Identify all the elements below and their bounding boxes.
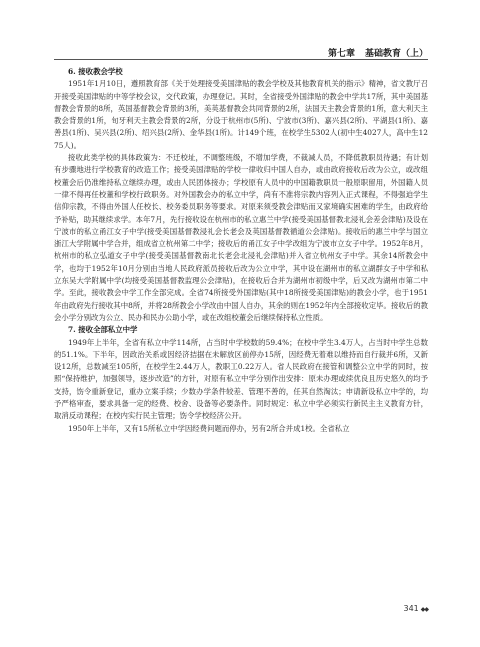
header-rule — [54, 59, 428, 60]
page-ornament: ◆◆ — [420, 606, 428, 613]
paragraph: 1950年上半年，又有15所私立中学因经费问题而停办，另有2所合并成1校。全省私立 — [68, 423, 350, 433]
page-number-text: 341 — [403, 604, 419, 613]
chapter-number: 第七章 — [327, 49, 355, 59]
chapter-title: 基础教育（上） — [364, 49, 428, 59]
page-number — [403, 604, 428, 613]
running-header — [328, 46, 428, 59]
page-body — [54, 66, 428, 435]
section-heading-receive-private-schools: 7. 接收全部私立中学 — [68, 325, 138, 335]
section-heading-receive-church-schools: 6. 接收教会学校 — [68, 67, 123, 76]
paragraph: 接收此类学校的具体政策为：不迁校址，不调整班级，不增加学费，不裁减人员，不降低教职员待遇；有计划有步骤地进行学校教育的改造工作；接受美国津贴的学校一律收归中国人自办，或由政府接收后改为公立，或改组校董会后仍准维持私立继续办理，或由人民团体接办；学校原有人员中的中国籍教职员一般原职留用，外国籍人员一律不得再任校董和学校行政职务。对外国教会办的私立中学，尚有不准将宗教内容列入正式课程，不得强迫学生信仰宗教，不得由外国人任校长、校务委员职务等要求。对原来须受教会津贴而又家境确实困难的学生，由政府给予补贴，助其继续求学。本年7月，先行接收设在杭州市的私立惠兰中学(接受美国基督教北浸礼会差会津贴)及设在宁波市的私立甬江女子中学(接受美国基督教浸礼会长老会及英国基督教循道公会津贴)。接收后的惠兰中学与国立浙江大学附属中学合并，组成省立杭州第二中学；接收后的甬江女子中学改组为宁波市立女子中学。1952年8月，杭州市的私立弘道女子中学(接受美国基督教南北长老会北浸礼会津贴)并入省立杭州女子中学。其余14所教会中学，也均于1952年10月分别由当地人民政府派员接收后改为公立中学，其中设在湖州市的私立湖群女子中学和私立东吴大学附属中学(均接受美国基督教监理公会津贴)，在接收后合并为湖州市初级中学，后又改为湖州市第二中学。至此，接收教会中学工作全部完成。全省74所接受外国津贴(其中18所接受美国津贴)的教会小学，也于1951年由政府先行接收其中8所，并将28所教会小学改由中国人自办，其余的则在1952年内全部接收定毕。接收后的教会小学分别改为公立、民办和民办公助小学，或在改组校董会后继续保持私立性质。 — [54, 153, 428, 322]
paragraph: 1949年上半年，全省有私立中学114所，占当时中学校数的59.4%；在校中学生3.4万人，占当时中学生总数的51.1%。下半年，因政治关系或因经济拮据在未解放区前停办15所，因经费无着难以维持而自行裁并6所，又新设12所，总数减至105所，在校学生2.44万人，教职工0.22万人。省人民政府在接管和调整公立中学的同时，按照“保持维护，加强领导，逐步改造”的方针，对原有私立中学分别作出安排：原未办理或续优良且历史悠久的均予支持，饬令重新登记，重办立案手续；少数办学条件较差、管理不善的，任其自然淘汰；申请新设私立中学的，均予严格审查，要求具备一定的经费、校舍、设备等必要条件。同时规定：私立中学必须实行新民主主义教育方针，取消反动课程；在校内实行民主管理；饬令学校经济公开。 — [54, 337, 428, 421]
paragraph: 1951年1月10日，遵照教育部《关于处理接受美国津贴的教会学校及其他教育机关的指示》精神，省文教厅召开接受美国津贴的中等学校会议，交代政策，办理登记。其时，全省接受外国津贴的教会中学共17所，其中美国基督教会背景的8所，英国基督教会背景的3所，美英基督教会共同背景的2所，法国天主教会背景的1所，意大利天主教会背景的1所，旬牙利天主教会背景的2所，分设于杭州市(5所)、宁波市(3所)、嘉兴县(2所)、平湖县(1所)、嘉善县(1所)、吴兴县(2所)、绍兴县(2所)、金华县(1所)。计149个班，在校学生5302人(初中生4027人，高中生1275人)。 — [54, 79, 428, 150]
